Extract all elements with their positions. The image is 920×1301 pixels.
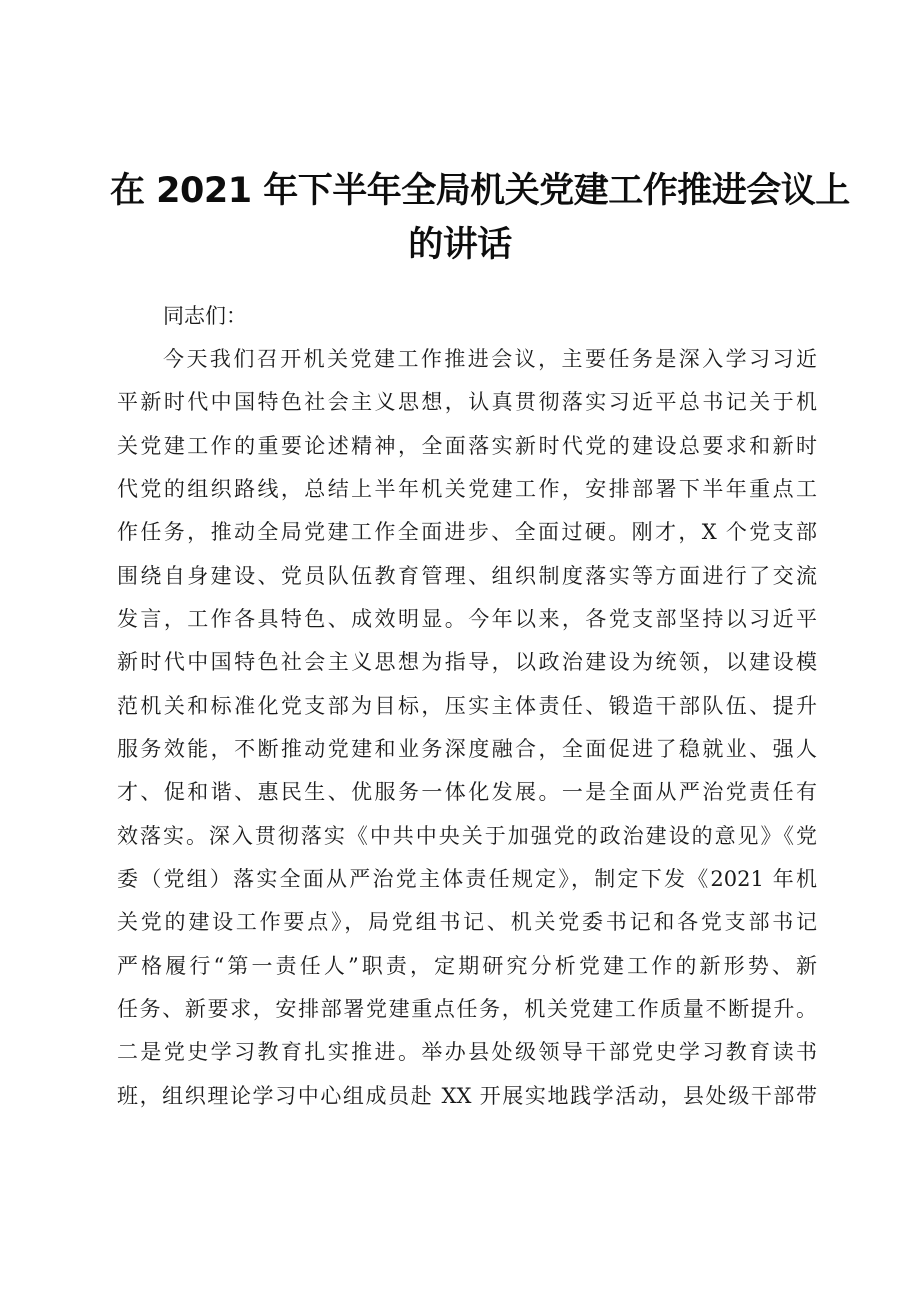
paragraph-line: 严格履行“第一责任人”职责，定期研究分析党建工作的新形势、新 bbox=[117, 954, 817, 978]
paragraph-line: 围绕自身建设、党员队伍教育管理、组织制度落实等方面进行了交流 bbox=[117, 564, 817, 588]
paragraph-line: 范机关和标准化党支部为目标，压实主体责任、锻造干部队伍、提升 bbox=[117, 694, 817, 718]
document-title-line-2: 的讲话 bbox=[408, 225, 512, 265]
paragraph-line: 才、促和谐、惠民生、优服务一体化发展。一是全面从严治党责任有 bbox=[117, 780, 817, 804]
paragraph-line: 二是党史学习教育扎实推进。举办县处级领导干部党史学习教育读书 bbox=[117, 1040, 817, 1064]
paragraph-line: 班，组织理论学习中心组成员赴 XX 开展实地践学活动，县处级干部带 bbox=[117, 1084, 817, 1108]
document-title-line-1: 在 2021 年下半年全局机关党建工作推进会议上 bbox=[110, 171, 850, 211]
paragraph-line: 新时代中国特色社会主义思想为指导，以政治建设为统领，以建设模 bbox=[117, 650, 817, 674]
paragraph-line: 关党建工作的重要论述精神，全面落实新时代党的建设总要求和新时 bbox=[117, 434, 817, 458]
paragraph-line: 平新时代中国特色社会主义思想，认真贯彻落实习近平总书记关于机 bbox=[117, 390, 817, 414]
paragraph-line: 代党的组织路线，总结上半年机关党建工作，安排部署下半年重点工 bbox=[117, 477, 817, 501]
paragraph-line: 任务、新要求，安排部署党建重点任务，机关党建工作质量不断提升。 bbox=[117, 997, 817, 1021]
paragraph-line: 委（党组）落实全面从严治党主体责任规定》，制定下发《2021 年机 bbox=[117, 867, 817, 891]
salutation: 同志们： bbox=[163, 304, 247, 328]
paragraph-line: 关党的建设工作要点》，局党组书记、机关党委书记和各党支部书记 bbox=[117, 910, 817, 934]
paragraph-line: 效落实。深入贯彻落实《中共中央关于加强党的政治建设的意见》《党 bbox=[117, 824, 817, 848]
paragraph-line: 今天我们召开机关党建工作推进会议，主要任务是深入学习习近 bbox=[163, 347, 817, 371]
paragraph-line: 作任务，推动全局党建工作全面进步、全面过硬。刚才，X 个党支部 bbox=[117, 520, 817, 544]
paragraph-line: 发言，工作各具特色、成效明显。今年以来，各党支部坚持以习近平 bbox=[117, 607, 817, 631]
paragraph-line: 服务效能，不断推动党建和业务深度融合，全面促进了稳就业、强人 bbox=[117, 737, 817, 761]
